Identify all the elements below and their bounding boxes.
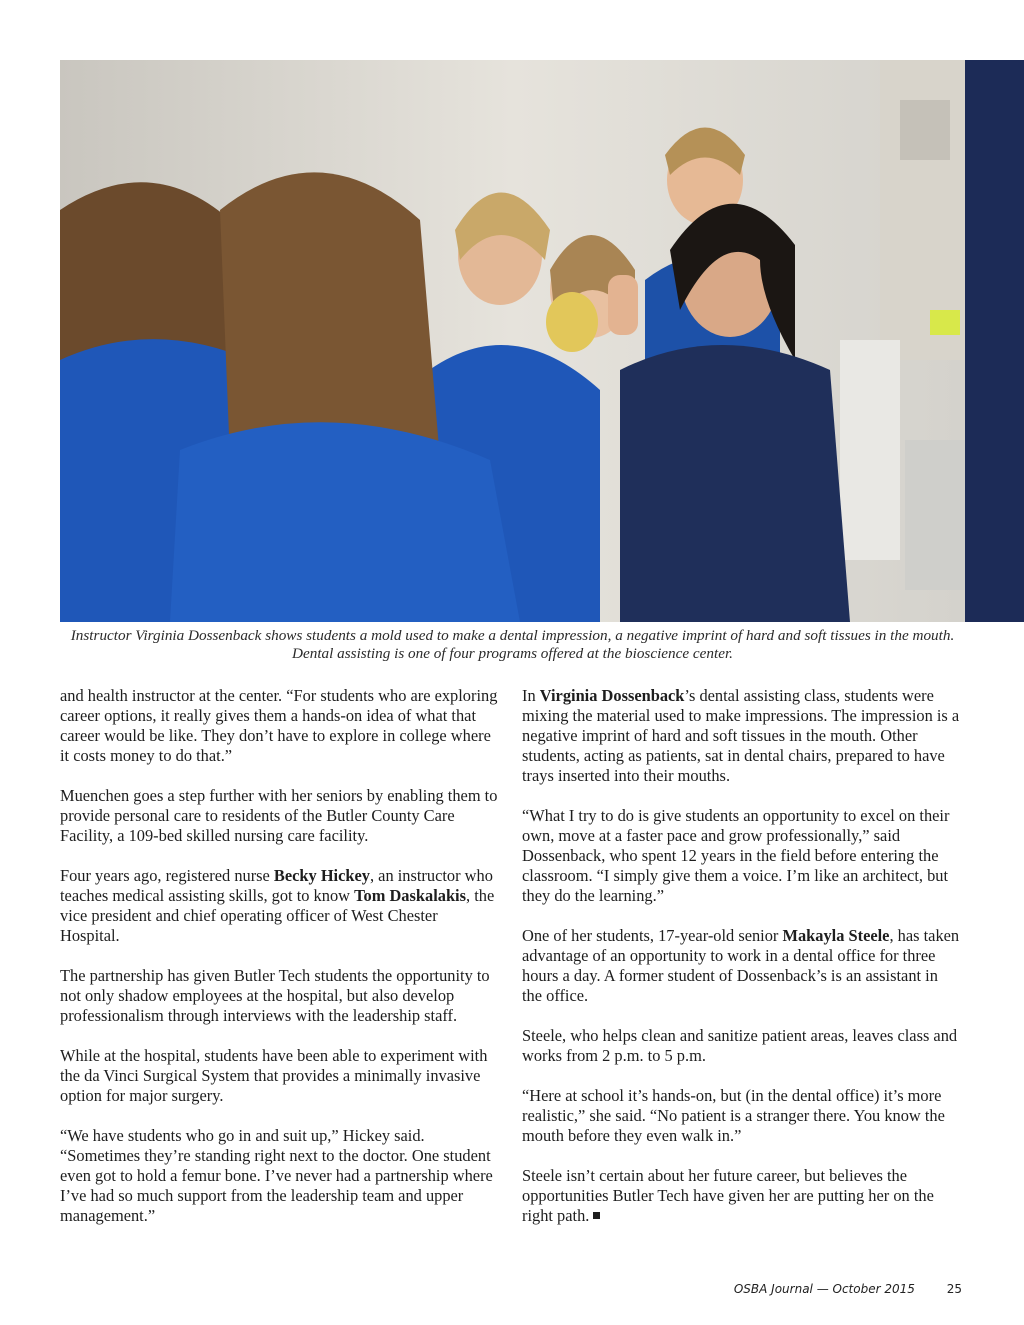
paragraph: “We have students who go in and suit up,” Hickey said. “Sometimes they’re standing right next to the doctor. One student even got to hold a femur bone. I’ve never had a partnership where I’ve had so much support from the leadership team and upper management.”	[60, 1126, 493, 1225]
photo-caption: Instructor Virginia Dossenback shows students a mold used to make a dental impression, a negative imprint of hard and soft tissues in the mouth. Dental assisting is one of four programs offered at the bioscience center.	[70, 627, 955, 662]
paragraph: Muenchen goes a step further with her seniors by enabling them to provide personal care to residents of the Butler County Care Facility, a 109-bed skilled nursing care facility.	[60, 786, 498, 845]
paragraph: One of her students, 17-year-old senior Makayla Steele, has taken advantage of an opportunity to work in a dental office for three hours a day. A former student of Dossenback’s is an assistant in the office.	[522, 926, 960, 1005]
paragraph: “What I try to do is give students an opportunity to excel on their own, move at a faster pace and grow professionally,” said Dossenback, who spent 12 years in the field before entering the classroom. “I simply give them a voice. I’m like an architect, but they do the learning.”	[522, 806, 950, 905]
article-left-column	[60, 686, 500, 1246]
classroom-photo	[60, 60, 965, 622]
person-name: Makayla Steele	[782, 926, 890, 945]
paragraph: The partnership has given Butler Tech students the opportunity to not only shadow employees at the hospital, but also develop professionalism through interviews with the leadership staff.	[60, 966, 490, 1025]
person-name: Becky Hickey	[273, 866, 370, 885]
article-right-column	[522, 686, 962, 1246]
navy-accent-bar	[965, 60, 1024, 622]
paragraph: Four years ago, registered nurse Becky Hickey, an instructor who teaches medical assisting skills, got to know Tom Daskalakis, the vice president and chief operating officer of West Chester Hospital.	[60, 866, 495, 945]
paragraph: and health instructor at the center. “For students who are exploring career options, it really gives them a hands-on idea of what that career would be like. They don’t have to explore in college where it costs money to do that.”	[60, 686, 498, 765]
journal-issue: OSBA Journal — October 2015	[733, 1282, 915, 1296]
page-number: 25	[946, 1282, 962, 1296]
person-name: Virginia Dossenback	[539, 686, 685, 705]
classroom-photo-illustration	[60, 60, 965, 622]
paragraph: Steele, who helps clean and sanitize patient areas, leaves class and works from 2 p.m. to 5 p.m.	[522, 1026, 958, 1065]
end-of-article-mark	[593, 1212, 600, 1219]
paragraph: While at the hospital, students have been able to experiment with the da Vinci Surgical System that provides a minimally invasive option for major surgery.	[60, 1046, 488, 1105]
paragraph: In Virginia Dossenback’s dental assisting class, students were mixing the material used to make impressions. The impression is a negative imprint of hard and soft tissues in the mouth. Other students, acting as patients, sat in dental chairs, prepared to have trays inserted into their mouths.	[522, 686, 960, 785]
page-footer	[600, 1282, 962, 1296]
person-name: Tom Daskalakis	[354, 886, 466, 905]
paragraph: “Here at school it’s hands-on, but (in the dental office) it’s more realistic,” she said. “No patient is a stranger there. You know the mouth before they even walk in.”	[522, 1086, 945, 1145]
paragraph: Steele isn’t certain about her future career, but believes the opportunities Butler Tech have given her are putting her on the right path.	[522, 1166, 934, 1225]
